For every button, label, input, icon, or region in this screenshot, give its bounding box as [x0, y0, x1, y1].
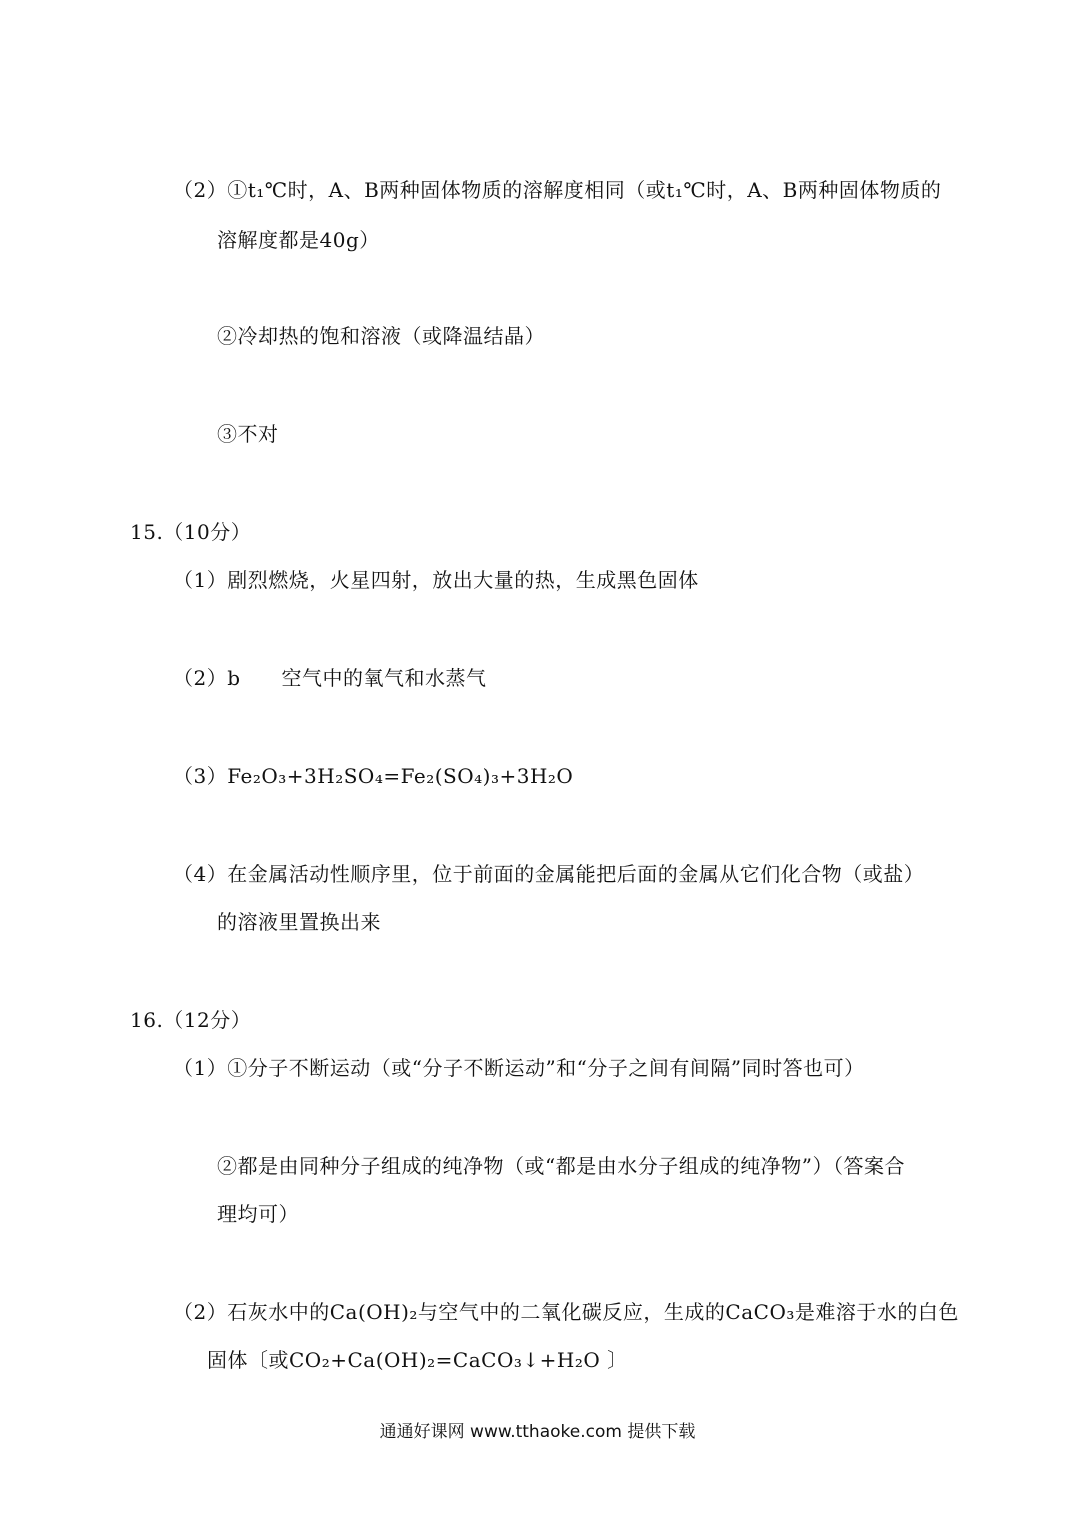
q15-part4-line2: 的溶液里置换出来 [217, 910, 381, 934]
q16-heading: 16.（12分） [130, 1008, 252, 1032]
q16-part1-answer2-line2: 理均可） [217, 1202, 299, 1226]
q15-part3-equation: （3）Fe₂O₃+3H₂SO₄=Fe₂(SO₄)₃+3H₂O [173, 764, 574, 788]
q16-part1-answer1: （1）①分子不断运动（或“分子不断运动”和“分子之间有间隔”同时答也可） [173, 1056, 865, 1080]
q14-part2-line2: 溶解度都是40g） [217, 228, 380, 252]
q15-part2: （2）b 空气中的氧气和水蒸气 [173, 666, 487, 690]
q16-part2-line2: 固体〔或CO₂+Ca(OH)₂=CaCO₃↓+H₂O 〕 [207, 1348, 628, 1372]
q15-part1: （1）剧烈燃烧，火星四射，放出大量的热，生成黑色固体 [173, 568, 699, 592]
q15-part4-line1: （4）在金属活动性顺序里，位于前面的金属能把后面的金属从它们化合物（或盐） [173, 862, 925, 886]
footer-source: 通通好课网 www.tthaoke.com 提供下载 [379, 1422, 696, 1442]
q14-part2-answer3: ③不对 [217, 422, 279, 446]
q16-part1-answer2-line1: ②都是由同种分子组成的纯净物（或“都是由水分子组成的纯净物”）（答案合 [217, 1154, 905, 1178]
q15-heading: 15.（10分） [130, 520, 252, 544]
q16-part2-line1: （2）石灰水中的Ca(OH)₂与空气中的二氧化碳反应，生成的CaCO₃是难溶于水的白色 [173, 1300, 959, 1324]
q14-part2-answer2: ②冷却热的饱和溶液（或降温结晶） [217, 324, 545, 348]
q14-part2-line1: （2）①t₁℃时，A、B两种固体物质的溶解度相同（或t₁℃时，A、B两种固体物质的 [173, 178, 942, 202]
